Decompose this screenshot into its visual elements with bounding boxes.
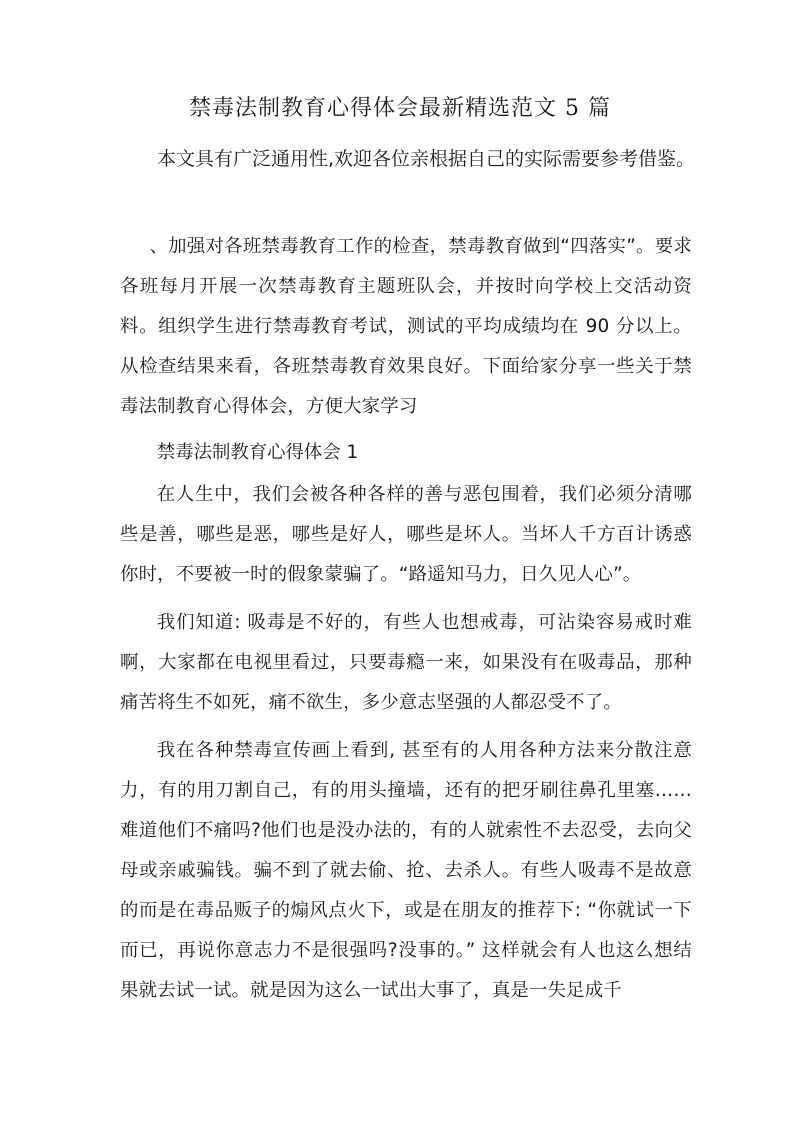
body-paragraph-3: 我在各种禁毒宣传画上看到, 甚至有的人用各种方法来分散注意力，有的用刀割自己，有的用头撞墙，还有的把牙刷往鼻孔里塞……难道他们不痛吗?他们也是没办法的，有的人就索性不去忍受，去向父母或亲戚骗钱。骗不到了就去偷、抢、去杀人。有些人吸毒不是故意的而是在毒品贩子的煽风点火下，或是在朋友的推荐下: “你就试一下而已，再说你意志力不是很强吗?没事的。” 这样就会有人也这么想结果就去试一试。就是因为这么一试出大事了，真是一失足成千 (120, 740, 692, 1001)
section-heading: 禁毒法制教育心得体会 1 (156, 442, 359, 463)
intro-paragraph: 、加强对各班禁毒教育工作的检查，禁毒教育做到“四落实”。要求各班每月开展一次禁毒教育主题班队会，并按时向学校上交活动资料。组织学生进行禁毒教育考试，测试的平均成绩均在 90 分以上。从检查结果来看，各班禁毒教育效果良好。下面给家分享一些关于禁毒法制教育心得体会，方便大家学习 (120, 236, 692, 417)
document-body (120, 227, 692, 1019)
document-title: 禁毒法制教育心得体会最新精选范文 5 篇 (189, 96, 611, 121)
body-paragraph-1: 在人生中，我们会被各种各样的善与恶包围着，我们必须分清哪些是善，哪些是恶，哪些是好人，哪些是坏人。当坏人千方百计诱惑你时，不要被一时的假象蒙骗了。“路遥知马力，日久见人心”。 (120, 484, 692, 585)
body-paragraph-2: 我们知道: 吸毒是不好的，有些人也想戒毒，可沾染容易戒时难啊，大家都在电视里看过，只要毒瘾一来，如果没有在吸毒品，那种痛苦将生不如死，痛不欲生，多少意志坚强的人都忍受不了。 (120, 612, 692, 713)
document-subtitle: 本文具有广泛通用性,欢迎各位亲根据自己的实际需要参考借鉴。 (157, 148, 696, 170)
